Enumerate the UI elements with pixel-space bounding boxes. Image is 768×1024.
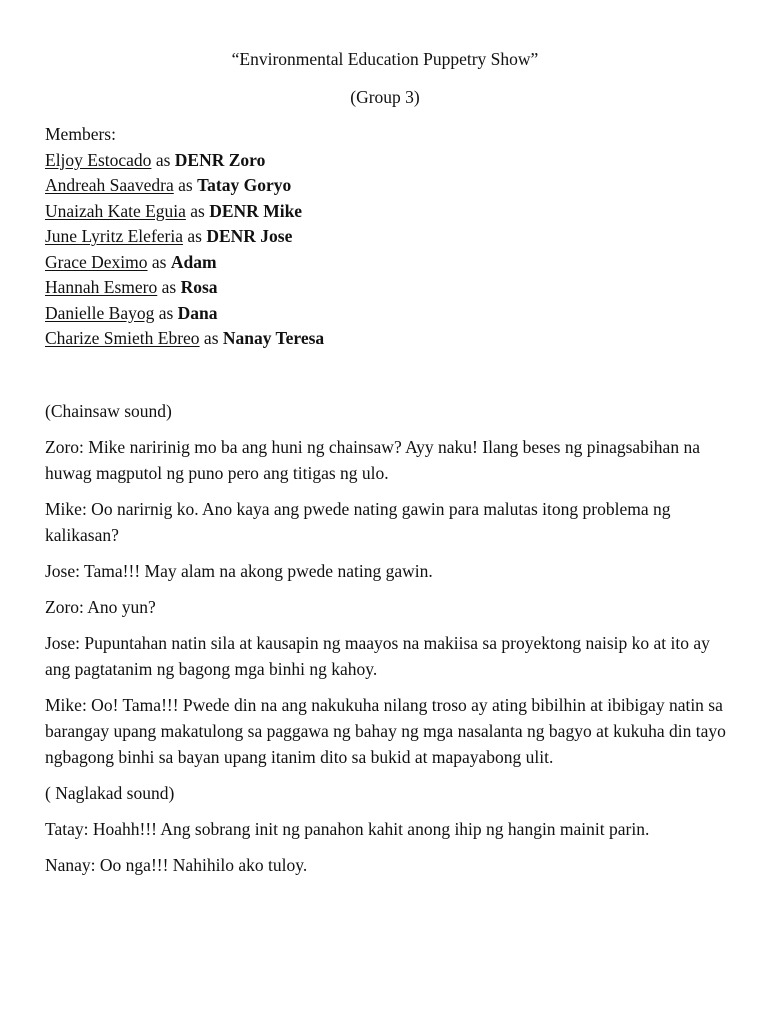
member-actor: Eljoy Estocado bbox=[45, 149, 152, 170]
member-actor: Andreah Saavedra bbox=[45, 175, 174, 195]
member-role: Rosa bbox=[180, 277, 218, 297]
dialogue-line: Mike: Oo! Tama!!! Pwede din na ang nakukuha nilang troso ay ating bibilhin at ibibigay natin sa barangay upang makatulong sa paggawa ng bahay ng mga nasalanta ng bagyo at kukuha din tayo ngbagong binhi sa bayan upang itanim dito sa bukid at mapayabong ulit. bbox=[45, 695, 726, 767]
member-as: as bbox=[151, 251, 167, 272]
dialogue-line: Mike: Oo narirnig ko. Ano kaya ang pwede nating gawin para malutas itong problema ng kalikasan? bbox=[45, 499, 671, 545]
member-actor: Grace Deximo bbox=[45, 251, 148, 272]
script-body bbox=[45, 398, 735, 888]
members-heading: Members: bbox=[45, 124, 116, 144]
dialogue-line: Nanay: Oo nga!!! Nahihilo ako tuloy. bbox=[45, 855, 308, 875]
member-actor: Danielle Bayog bbox=[45, 302, 155, 323]
group-label: (Group 3) bbox=[350, 87, 420, 107]
dialogue-line: Zoro: Ano yun? bbox=[45, 597, 156, 617]
member-role: Dana bbox=[177, 302, 218, 323]
document-title: “Environmental Education Puppetry Show” bbox=[231, 49, 539, 69]
dialogue-line: Jose: Tama!!! May alam na akong pwede nating gawin. bbox=[45, 561, 433, 581]
member-actor: June Lyritz Eleferia bbox=[45, 226, 183, 246]
stage-direction: ( Naglakad sound) bbox=[45, 783, 175, 803]
member-line bbox=[45, 326, 324, 352]
member-actor: Hannah Esmero bbox=[45, 277, 158, 297]
member-actor: Charize Smieth Ebreo bbox=[45, 328, 200, 348]
member-as: as bbox=[158, 302, 174, 323]
member-line bbox=[45, 199, 324, 225]
members-list bbox=[45, 122, 324, 352]
member-line bbox=[45, 301, 324, 327]
member-as: as bbox=[155, 149, 171, 170]
member-as: as bbox=[187, 226, 202, 246]
member-role: DENR Zoro bbox=[174, 149, 266, 170]
member-role: DENR Jose bbox=[206, 226, 293, 246]
member-role: Adam bbox=[170, 251, 217, 272]
stage-direction: (Chainsaw sound) bbox=[45, 401, 172, 421]
dialogue-line: Zoro: Mike naririnig mo ba ang huni ng chainsaw? Ayy naku! Ilang beses ng pinagsabihan na huwag magputol ng puno pero ang titigas ng ulo. bbox=[45, 437, 700, 483]
member-line bbox=[45, 250, 324, 276]
dialogue-line: Tatay: Hoahh!!! Ang sobrang init ng panahon kahit anong ihip ng hangin mainit parin. bbox=[45, 819, 650, 839]
member-as: as bbox=[203, 328, 219, 348]
member-as: as bbox=[190, 200, 205, 221]
member-actor: Unaizah Kate Eguia bbox=[45, 200, 186, 221]
member-as: as bbox=[178, 175, 193, 195]
member-role: Tatay Goryo bbox=[197, 175, 292, 195]
member-line bbox=[45, 148, 324, 174]
dialogue-line: Jose: Pupuntahan natin sila at kausapin ng maayos na makiisa sa proyektong naisip ko at ito ay ang pagtatanim ng bagong mga binhi ng kahoy. bbox=[45, 633, 710, 679]
member-line bbox=[45, 275, 324, 301]
member-line bbox=[45, 173, 324, 199]
member-line bbox=[45, 224, 324, 250]
member-role: Nanay Teresa bbox=[222, 328, 325, 348]
member-as: as bbox=[161, 277, 177, 297]
member-role: DENR Mike bbox=[209, 200, 303, 221]
